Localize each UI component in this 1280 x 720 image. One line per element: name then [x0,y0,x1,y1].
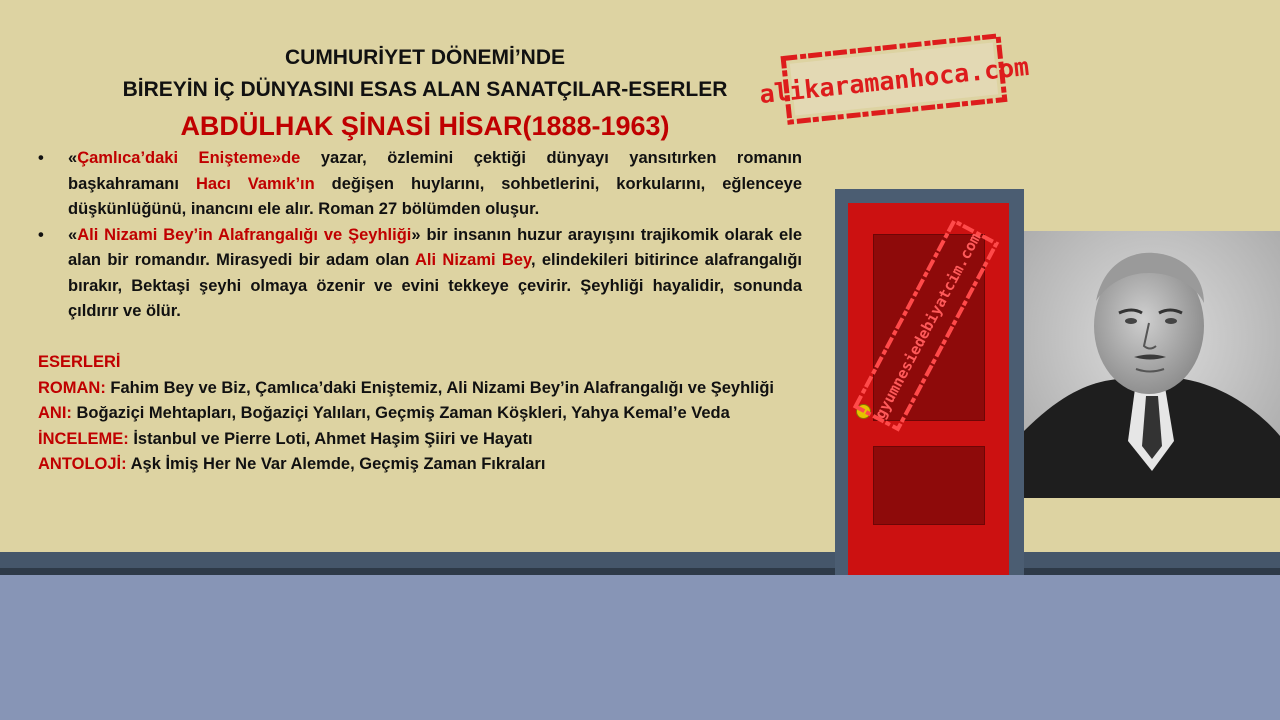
works-text: Aşk İmiş Her Ne Var Alemde, Geçmiş Zaman Fıkraları [126,455,546,473]
baseboard-shadow [0,568,1280,575]
author-heading: ABDÜLHAK ŞİNASİ HİSAR(1888-1963) [180,111,670,141]
works-row-ani [38,401,808,427]
bullet-text: değişen huylarını, sohbetlerini, korkularını, eğlenceye düşkünlüğünü, inancını ele alır. Roman 27 bölümden oluşur. [68,174,803,218]
open-quote: « [68,149,78,167]
title-line-2: BİREYİN İÇ DÜNYASINI ESAS ALAN SANATÇILAR-ESERLER [122,78,728,101]
character-highlight: Hacı Vamık’ın [195,174,315,193]
works-text: Fahim Bey ve Biz, Çamlıca’daki Eniştemiz, Ali Nizami Bey’in Alafrangalığı ve Şeyhliği [105,378,774,397]
stamp-top-text: alikaramanhoca.com [757,51,1031,110]
works-label: İNCELEME: [38,429,129,448]
baseboard [0,552,1280,568]
watermark-stamp-door [871,215,985,435]
book-title-highlight: Çamlıca’daki Enişteme»de [77,149,301,167]
works-row-roman [38,376,808,402]
bullet-text: yazar, özlemini çektiği dünyayı yansıtırken romanın başkahramanı [68,149,802,193]
works-label: ANI: [38,404,72,422]
door-panel-lower [873,446,985,525]
bullet-item [38,146,802,223]
bullet-text: » bir insanın huzur arayışını trajikomik olarak ele alan bir romandır. Mirasyedi bir adam olan [68,225,802,269]
open-quote: « [68,225,78,244]
works-label: ANTOLOJİ: [38,455,127,473]
author-portrait [1024,231,1280,498]
works-row-inceleme [38,427,808,453]
works-text: İstanbul ve Pierre Loti, Ahmet Haşim Şiiri ve Hayatı [128,429,533,448]
bullet-marker: • [38,149,44,167]
stamp-door-text: gyumnesiedebiyatcim.com [871,230,985,422]
bullet-list [38,146,802,325]
bullet-text: , elindekileri bitirince alafrangalığı bırakır, Bektaşi şeyhi olmaya özenir ve evini tekkeye çevirir. Şeyhliği hayalidir, sonunda çıldırır ve ölür. [68,251,803,320]
title-line-1: CUMHURİYET DÖNEMİ’NDE [284,46,565,69]
works-text: Boğaziçi Mehtapları, Boğaziçi Yalıları, Geçmiş Zaman Köşkleri, Yahya Kemal’e Veda [71,404,730,422]
character-highlight: Ali Nizami Bey [415,251,531,269]
works-label: ROMAN: [38,378,106,397]
bullet-marker: • [38,225,44,244]
bullet-item [38,223,802,325]
works-heading: ESERLERİ [38,353,121,371]
floor [0,575,1280,720]
works-row-antoloji [38,452,808,478]
works-section [38,350,808,478]
book-title-highlight: Ali Nizami Bey’in Alafrangalığı ve Şeyhliği [77,225,412,244]
